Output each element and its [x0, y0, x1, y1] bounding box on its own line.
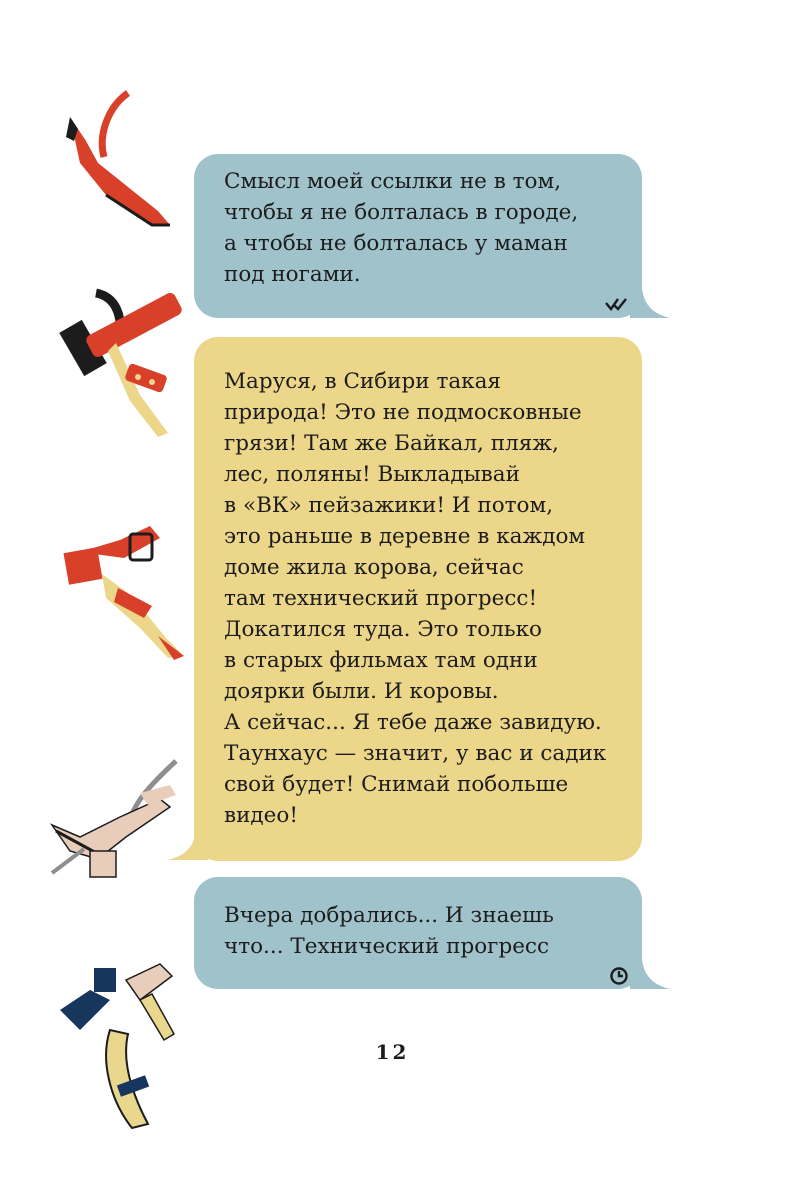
message-line: а чтобы не болталась у маман — [224, 231, 568, 256]
message-line: А сейчас... Я тебе даже завидую. — [224, 710, 602, 735]
message-line: чтобы я не болталась в городе, — [224, 200, 579, 225]
message-bubble-incoming — [194, 337, 642, 861]
message-bubble-outgoing — [194, 877, 642, 989]
message-line: грязи! Там же Байкал, пляж, — [224, 431, 559, 456]
beige-strappy-sandal-icon — [40, 755, 190, 890]
message-line: это раньше в деревне в каждом — [224, 524, 586, 549]
message-line: свой будет! Снимай побольше — [224, 772, 569, 797]
message-line: там технический прогресс! — [224, 586, 538, 611]
bubble-tail — [630, 288, 670, 319]
red-block-heel-sandal-icon — [40, 285, 190, 450]
message-bubble-outgoing — [194, 154, 642, 318]
double-check-icon — [604, 297, 632, 311]
message-line: доярки были. И коровы. — [224, 679, 499, 704]
red-slingback-shoe-icon — [40, 85, 190, 245]
message-line: что... Технический прогресс — [224, 934, 550, 959]
message-line: Маруся, в Сибири такая — [224, 369, 501, 394]
red-ankle-strap-sandal-icon — [40, 510, 190, 670]
message-line: Вчера добрались... И знаешь — [224, 903, 554, 928]
message-line: в старых фильмах там одни — [224, 648, 538, 673]
message-line: природа! Это не подмосковные — [224, 400, 582, 425]
clock-icon — [609, 966, 629, 986]
message-line: в «ВК» пейзажики! И потом, — [224, 493, 554, 518]
page-number: 12 — [375, 1040, 410, 1064]
bubble-tail — [168, 830, 208, 861]
message-line: доме жила корова, сейчас — [224, 555, 524, 580]
message-line: под ногами. — [224, 262, 361, 287]
message-line: Таунхаус — значит, у вас и садик — [224, 741, 607, 766]
message-line: лес, поляны! Выкладывай — [224, 462, 520, 487]
bubble-tail — [630, 959, 670, 990]
message-line: Докатился туда. Это только — [224, 617, 542, 642]
message-line: Смысл моей ссылки не в том, — [224, 169, 562, 194]
message-line: видео! — [224, 803, 298, 828]
